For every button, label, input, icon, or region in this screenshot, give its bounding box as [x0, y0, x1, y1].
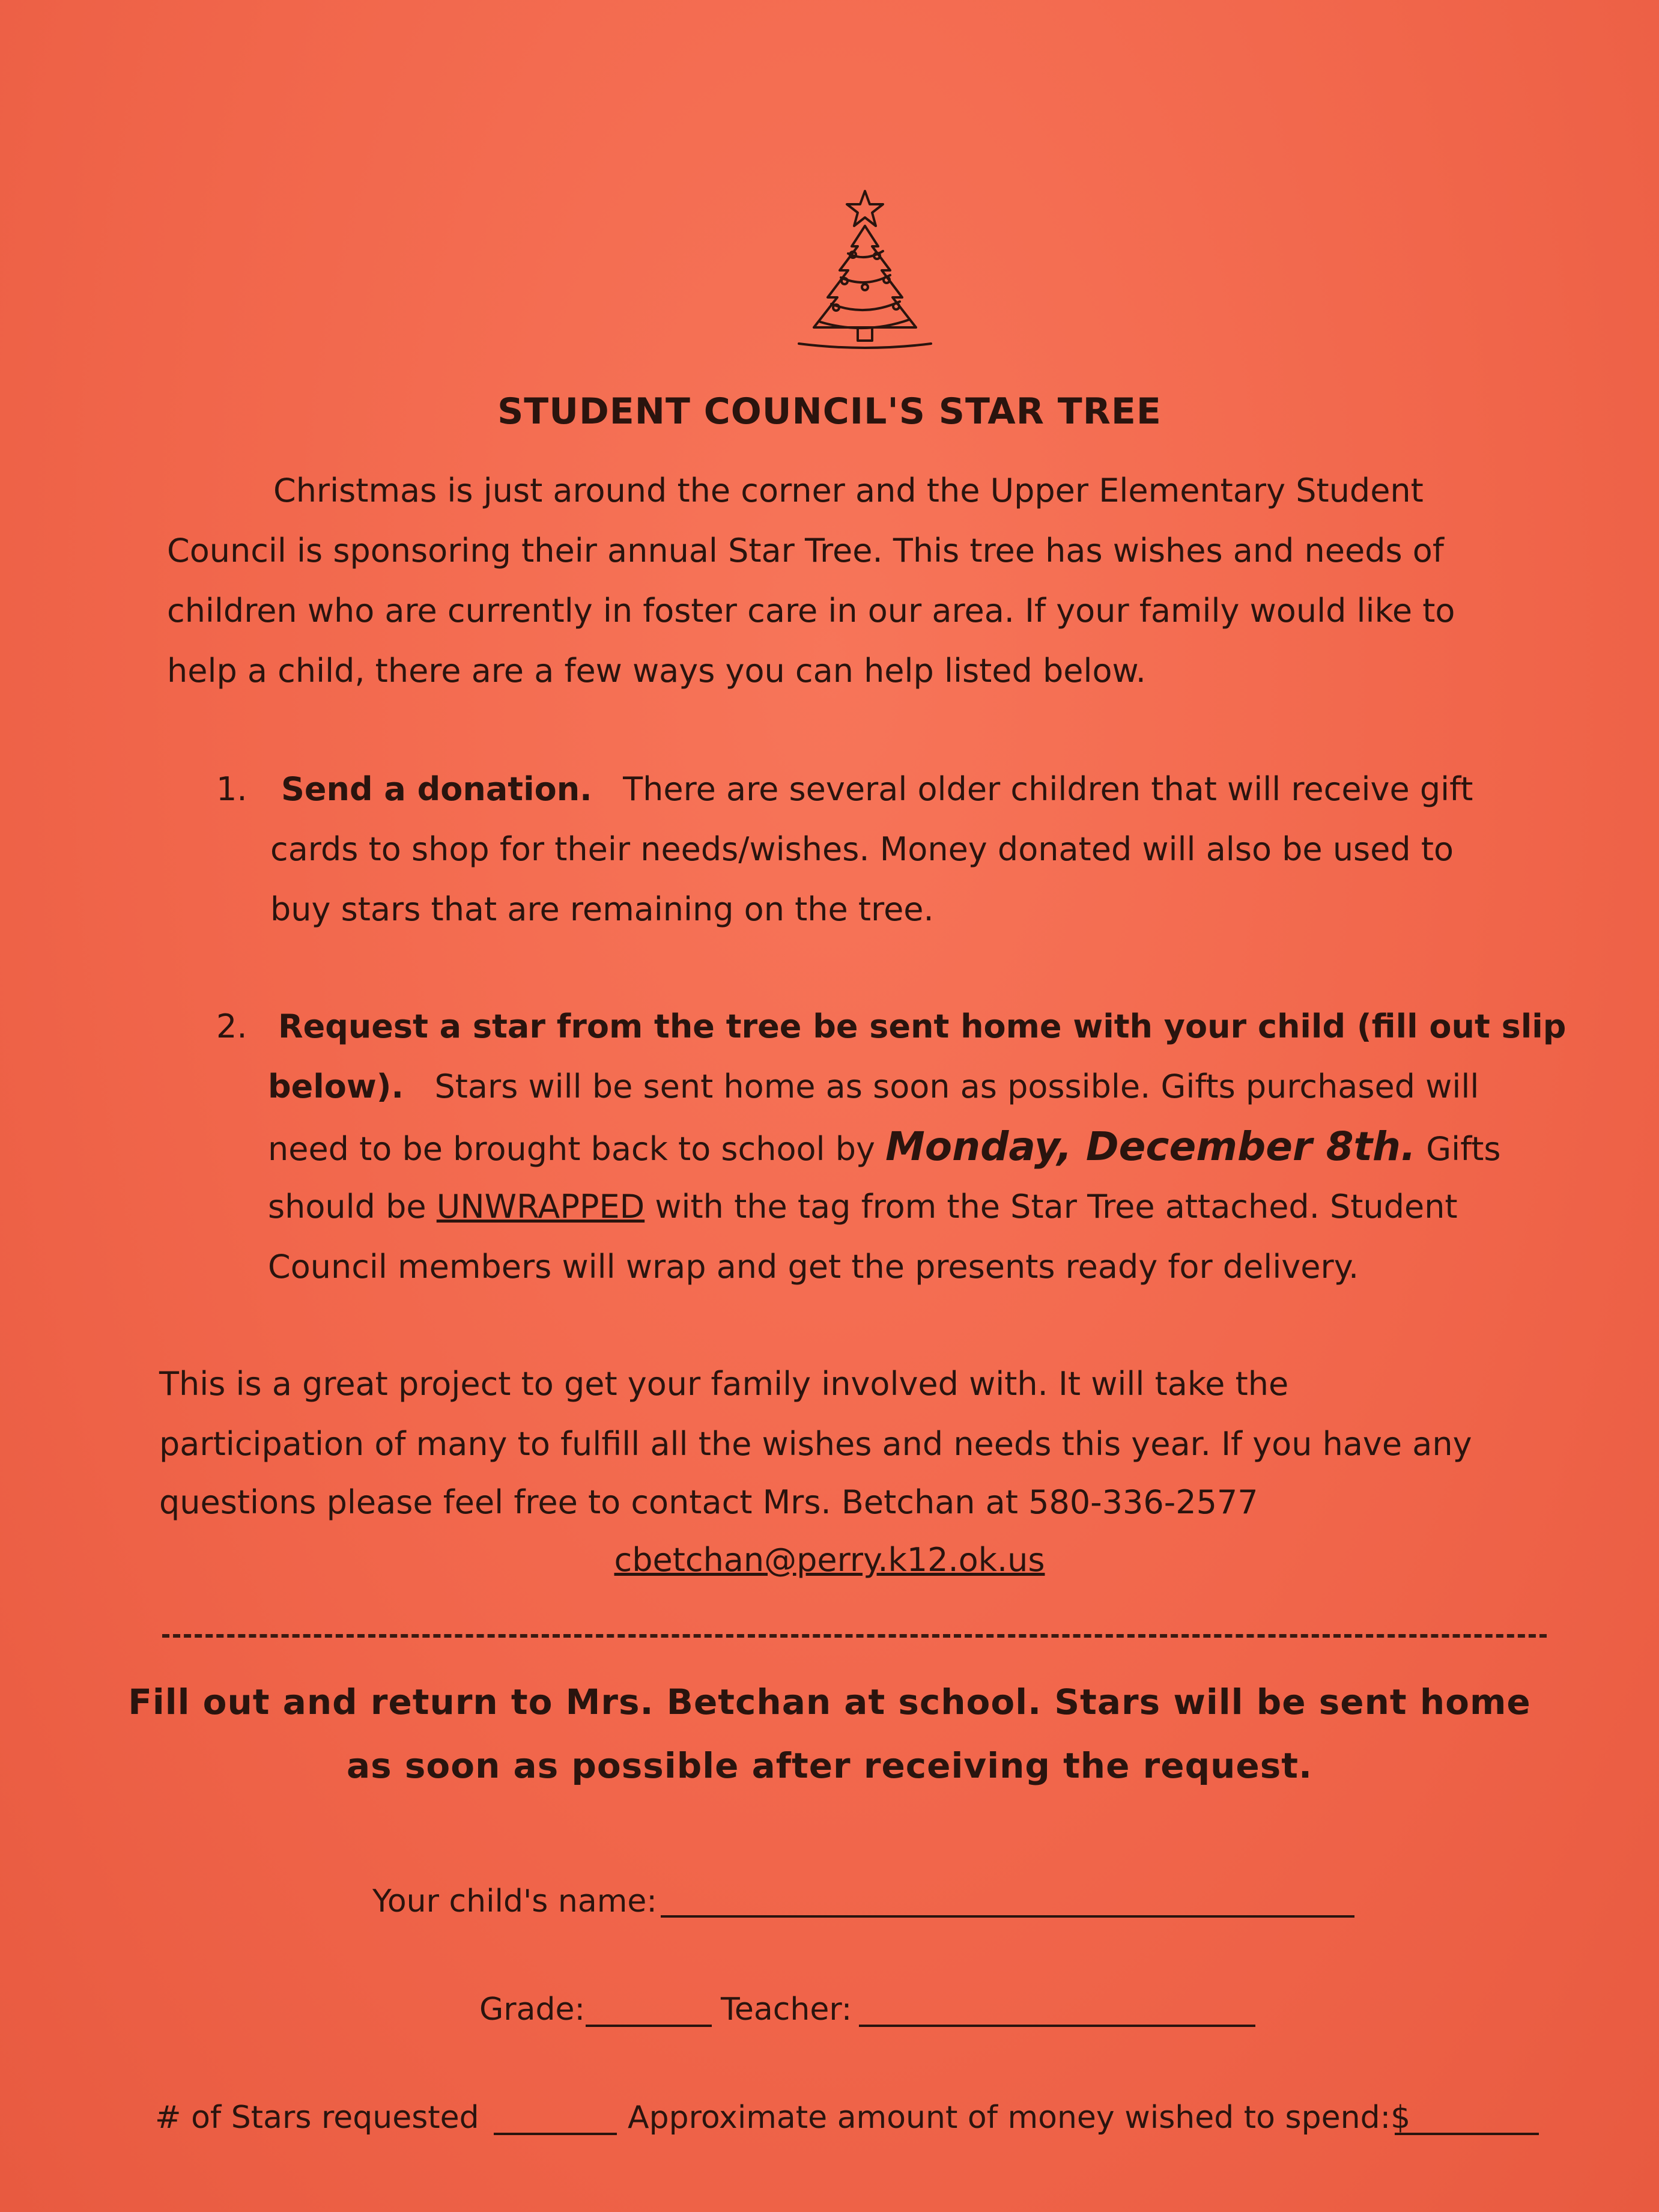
item-2-heading-line-1: Request a star from the tree be sent home with your child (fill out slip [278, 1007, 1566, 1045]
slip-instruction-line-2: as soon as possible after receiving the request. [347, 1745, 1312, 1786]
intro-line-2: Council is sponsoring their annual Star Tree. This tree has wishes and needs of [167, 532, 1444, 570]
item-2-line-3 [268, 1117, 1501, 1179]
christmas-tree-icon [781, 186, 949, 366]
intro-line-1: Christmas is just around the corner and the Upper Elementary Student [273, 472, 1424, 509]
slip-instruction-line-1: Fill out and return to Mrs. Betchan at school. Stars will be sent home [128, 1682, 1531, 1722]
item-number-2: 2. [216, 1007, 247, 1045]
outro-line-2: participation of many to fulfill all the wishes and needs this year. If you have any [159, 1425, 1472, 1463]
item-2-line-2-rest: Stars will be sent home as soon as possible. Gifts purchased will [434, 1068, 1479, 1105]
item-2-line-3-pre: need to be brought back to school by [268, 1130, 875, 1168]
item-2-heading-line-2: below). [268, 1068, 404, 1105]
child-name-field[interactable] [661, 1915, 1354, 1918]
item-1-line-3: buy stars that are remaining on the tree. [270, 890, 934, 928]
item-2-line-4 [268, 1177, 1458, 1236]
child-name-label: Your child's name: [372, 1883, 657, 1919]
item-number-1: 1. [216, 770, 247, 808]
money-amount-label: Approximate amount of money wished to spend:$ [628, 2100, 1411, 2136]
contact-email-link[interactable]: cbetchan@perry.k12.ok.us [614, 1541, 1045, 1579]
intro-line-3: children who are currently in foster care in our area. If your family would like to [167, 592, 1455, 630]
item-2-line-3-post: Gifts [1426, 1130, 1501, 1168]
item-2-line-5: Council members will wrap and get the presents ready for delivery. [268, 1248, 1359, 1286]
teacher-label: Teacher: [721, 1992, 852, 2028]
item-2-line-2 [268, 1057, 1479, 1116]
money-amount-field[interactable] [1395, 2133, 1539, 2135]
unwrapped-emphasis: UNWRAPPED [436, 1188, 645, 1226]
deadline-date: Monday, December 8th. [885, 1123, 1416, 1170]
stars-requested-field[interactable] [494, 2133, 617, 2135]
teacher-field[interactable] [859, 2025, 1255, 2027]
outro-line-1: This is a great project to get your family involved with. It will take the [159, 1365, 1289, 1403]
item-1-line-1 [281, 760, 1473, 819]
item-2-line-4-pre: should be [268, 1188, 426, 1226]
outro-line-3: questions please feel free to contact Mrs. Betchan at 580-336-2577 [159, 1483, 1258, 1521]
grade-field[interactable] [586, 2025, 712, 2027]
item-1-line-2: cards to shop for their needs/wishes. Money donated will also be used to [270, 830, 1454, 868]
stars-requested-label: # of Stars requested [155, 2100, 479, 2136]
item-2-line-4-post: with the tag from the Star Tree attached. Student [655, 1188, 1458, 1226]
item-1-line-1-rest: There are several older children that will receive gift [623, 770, 1473, 808]
item-1-heading: Send a donation. [281, 770, 592, 808]
intro-line-4: help a child, there are a few ways you can help listed below. [167, 652, 1146, 690]
cut-line-divider [162, 1634, 1547, 1638]
grade-label: Grade: [479, 1992, 586, 2028]
flyer-title: STUDENT COUNCIL'S STAR TREE [497, 390, 1162, 433]
